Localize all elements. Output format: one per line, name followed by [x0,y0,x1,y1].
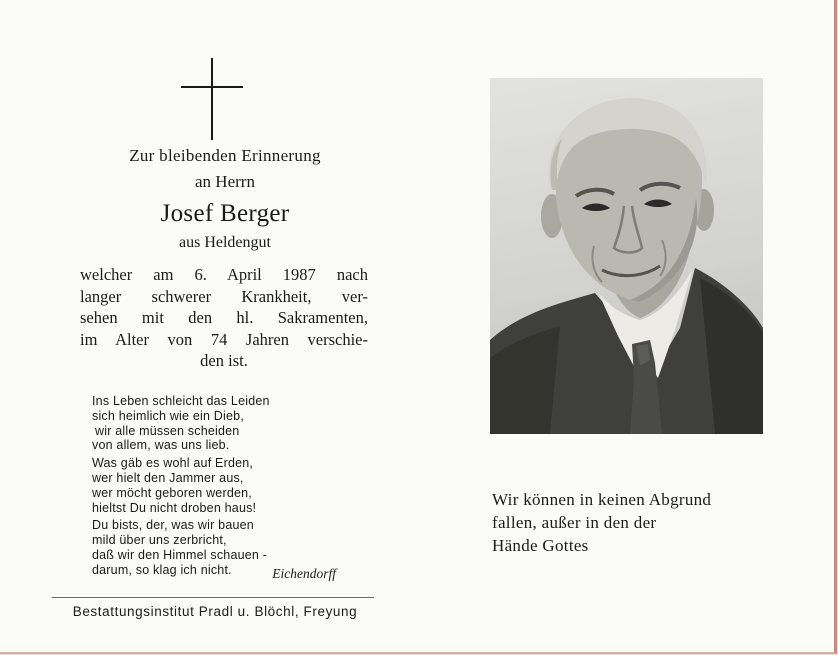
divider [52,597,374,598]
poem-line: darum, so klag ich nicht. [92,562,232,577]
intro-line-1: Zur bleibenden Erinnerung [129,146,321,165]
deceased-name: Josef Berger [160,200,290,227]
cross-icon [181,58,245,140]
deceased-origin: aus Heldengut [179,234,271,251]
poem-line: wer hielt den Jammer aus, [92,470,244,485]
poem-line: wir alle müssen scheiden [95,423,240,438]
poem-author: Eichendorff [272,566,336,581]
intro-line-2: an Herrn [195,172,255,191]
poem [92,394,342,581]
quote-line: Hände Gottes [492,536,589,555]
poem-line: Du bists, der, was wir bauen [92,518,254,533]
poem-line: daß wir den Himmel schauen - [92,547,268,562]
obituary-line: langer schwerer Krankheit, ver- [80,286,368,306]
obituary-line: welcher am 6. April 1987 nach [80,265,368,284]
poem-line: Was gäb es wohl auf Erden, [92,456,254,471]
quote-line: Wir können in keinen Abgrund [492,490,712,509]
obituary-line: sehen mit den hl. Sakramenten, [80,308,368,327]
poem-line: Ins Leben schleicht das Leiden [92,394,270,408]
poem-stanza [92,394,342,453]
quote-line: fallen, außer in den der [492,513,657,532]
poem-line: sich heimlich wie ein Dieb, [92,408,244,423]
poem-stanza [92,456,342,515]
bible-quote [492,488,792,557]
poem-line: wer möcht geboren werden, [92,485,252,500]
portrait-photo [490,78,763,434]
poem-line: von allem, was uns lieb. [92,438,230,453]
obituary-text [80,264,368,372]
undertaker-imprint: Bestattungsinstitut Pradl u. Blöchl, Freyung [72,604,358,619]
obituary-line: im Alter von 74 Jahren verschie- [80,329,368,349]
obituary-line: den ist. [200,351,248,370]
poem-line: mild über uns zerbricht, [92,533,227,548]
poem-line: hieltst Du nicht droben haus! [92,500,257,515]
